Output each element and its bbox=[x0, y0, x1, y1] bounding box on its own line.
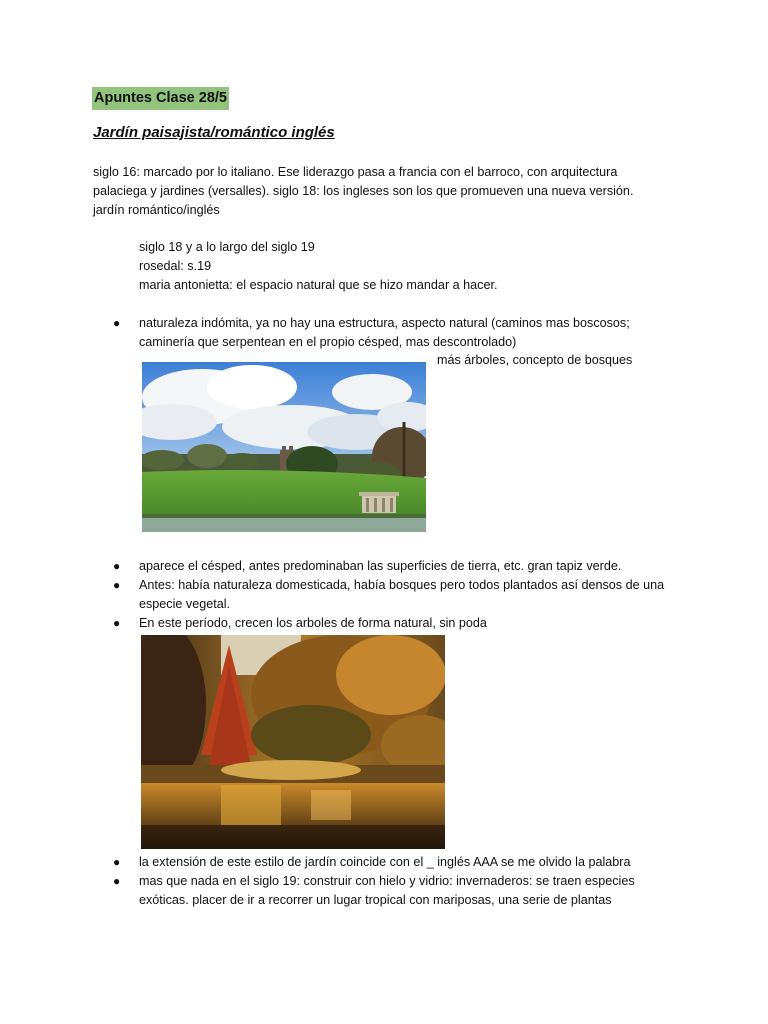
autumn-river-photo bbox=[141, 635, 445, 849]
list-item-text: En este período, crecen los arboles de forma natural, sin poda bbox=[139, 616, 487, 630]
list-item bbox=[93, 557, 693, 576]
intro-paragraph bbox=[93, 163, 683, 220]
list-item-continuation bbox=[93, 595, 693, 614]
bullet-list-3 bbox=[93, 853, 693, 910]
list-item-text: mas que nada en el siglo 19: construir con hielo y vidrio: invernaderos: se traen especies bbox=[139, 874, 635, 888]
intro-line: siglo 16: marcado por lo italiano. Ese liderazgo pasa a francia con el barroco, con arquitectura bbox=[93, 165, 618, 179]
list-item bbox=[93, 314, 693, 333]
list-item-text: naturaleza indómita, ya no hay una estructura, aspecto natural (caminos mas boscosos; bbox=[139, 316, 630, 330]
intro-line: jardín romántico/inglés bbox=[93, 203, 220, 217]
landscape-garden-photo bbox=[142, 362, 426, 532]
bullet-list-1 bbox=[93, 314, 693, 352]
list-item-continuation bbox=[93, 333, 693, 352]
bullet-icon: ● bbox=[113, 616, 121, 630]
intro-line: palaciega y jardines (versalles). siglo 18: los ingleses son los que promueven una nueva versión. bbox=[93, 184, 634, 198]
bullet-icon: ● bbox=[113, 874, 121, 888]
list-item-text: Antes: había naturaleza domesticada, había bosques pero todos plantados así densos de una bbox=[139, 578, 665, 592]
list-item-text: exóticas. placer de ir a recorrer un lugar tropical con mariposas, una serie de plantas bbox=[139, 893, 612, 907]
list-item-text: caminería que serpentean en el propio césped, mas descontrolado) bbox=[139, 335, 517, 349]
bullet-list-2 bbox=[93, 557, 693, 633]
bullet-icon: ● bbox=[113, 559, 121, 573]
indented-line: siglo 18 y a lo largo del siglo 19 bbox=[139, 240, 315, 254]
list-item bbox=[93, 853, 693, 872]
indented-line: rosedal: s.19 bbox=[139, 259, 212, 273]
indented-notes bbox=[139, 238, 699, 295]
list-item bbox=[93, 576, 693, 595]
list-item-text: aparece el césped, antes predominaban las superficies de tierra, etc. gran tapiz verde. bbox=[139, 559, 622, 573]
image-side-caption: más árboles, concepto de bosques bbox=[437, 353, 633, 367]
page-heading: Apuntes Clase 28/5 bbox=[92, 87, 229, 110]
list-item-text: especie vegetal. bbox=[139, 597, 231, 611]
bullet-icon: ● bbox=[113, 578, 121, 592]
list-item bbox=[93, 872, 693, 891]
bullet-icon: ● bbox=[113, 316, 121, 330]
indented-line: maria antonietta: el espacio natural que se hizo mandar a hacer. bbox=[139, 278, 498, 292]
section-title: Jardín paisajista/romántico inglés bbox=[93, 124, 335, 141]
list-item-continuation bbox=[93, 891, 693, 910]
bullet-icon: ● bbox=[113, 855, 121, 869]
list-item-text: la extensión de este estilo de jardín coincide con el _ inglés AAA se me olvido la palabra bbox=[139, 855, 631, 869]
list-item bbox=[93, 614, 693, 633]
